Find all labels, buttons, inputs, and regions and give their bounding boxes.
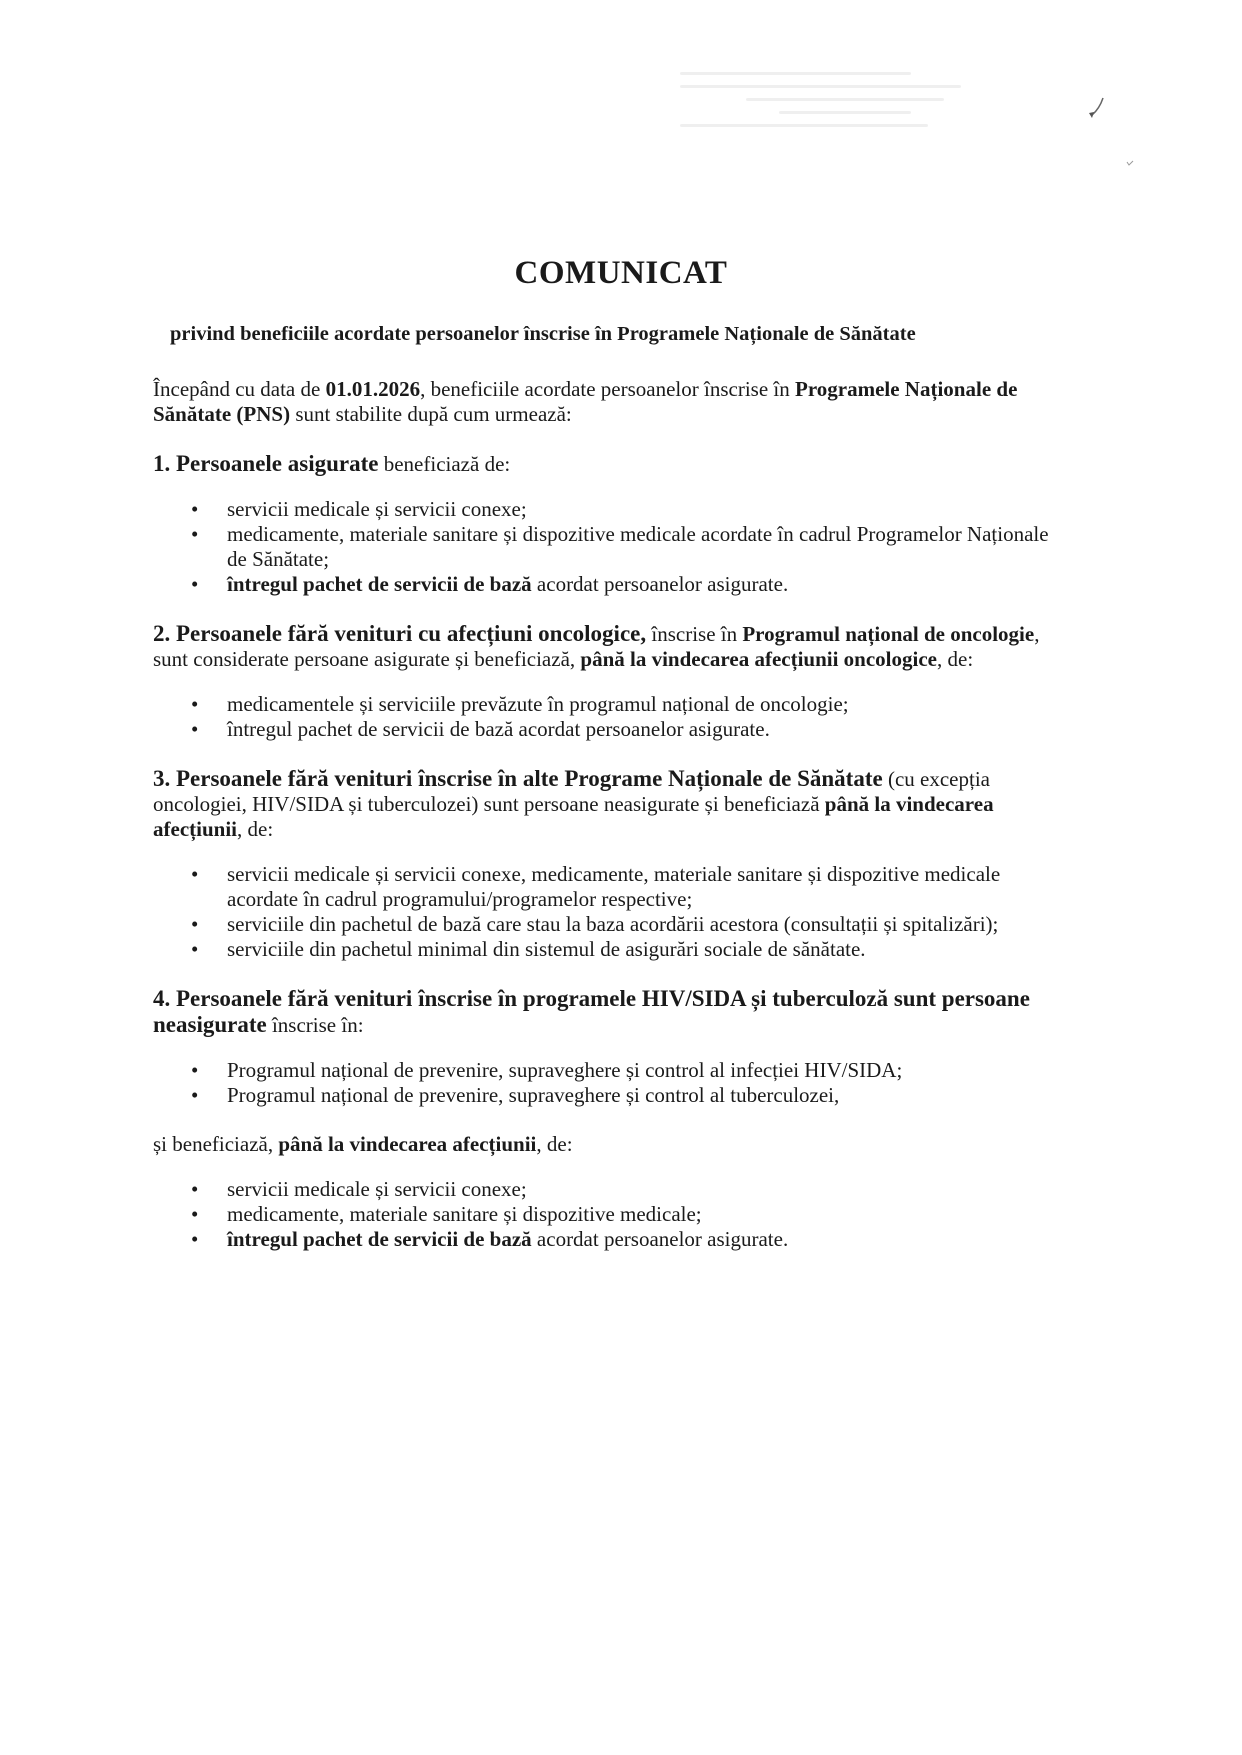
list-item [153, 862, 1058, 912]
section-3-heading [153, 766, 1058, 842]
list-item-bold: întregul pachet de servicii de bază [227, 1227, 532, 1251]
section-2-title: 2. Persoanele fără venituri cu afecțiuni oncologice, [153, 621, 647, 646]
list-item-text: serviciile din pachetul minimal din sistemul de asigurări sociale de sănătate. [227, 937, 866, 961]
section-1-title: 1. Persoanele asigurate [153, 451, 379, 476]
section-2-condition: până la vindecarea afecțiunii oncologice [580, 647, 937, 671]
list-item [153, 572, 1058, 597]
section-2-text: înscrise în [646, 622, 743, 646]
section-4-benefits-list [153, 1177, 1058, 1252]
list-item-text: servicii medicale și servicii conexe, medicamente, materiale sanitare și dispozitive medicale acordate în cadrul programului/programelor respective; [227, 862, 1001, 911]
list-item-text: servicii medicale și servicii conexe; [227, 497, 527, 521]
section-2-list [153, 692, 1058, 742]
document-title: COMUNICAT [514, 255, 728, 291]
list-item-bold: întregul pachet de servicii de bază [227, 572, 532, 596]
section-2-text: , de: [937, 647, 974, 671]
list-item-text: acordat persoanelor asigurate. [531, 1227, 789, 1251]
section-3-list [153, 862, 1058, 962]
bleed-through-stamp [680, 62, 1010, 172]
list-item-text: serviciile din pachetul de bază care stau la baza acordării acestora (consultații și spitalizări); [227, 912, 999, 936]
intro-text: Începând cu data de [153, 377, 326, 401]
section-4-text: și beneficiază, [153, 1132, 279, 1156]
section-3-text: , de: [237, 817, 274, 841]
list-item-text: medicamente, materiale sanitare și dispozitive medicale; [227, 1202, 702, 1226]
section-4-text: înscrise în: [266, 1013, 364, 1037]
list-item-text: medicamente, materiale sanitare și dispozitive medicale acordate în cadrul Programelor Naționale de Sănătate; [227, 522, 1049, 571]
programs-name: Programele Naționale de Sănătate (PNS) [153, 377, 1018, 426]
section-4-title: 4. Persoanele fără venituri înscrise în programele HIV/SIDA și tuberculoză sunt persoane neasigurate [153, 986, 1030, 1037]
section-3-condition: până la vindecarea afecțiunii [153, 792, 994, 841]
section-4-heading [153, 986, 1058, 1038]
intro-paragraph [153, 377, 1058, 427]
section-2-heading [153, 621, 1058, 672]
list-item [153, 912, 1058, 937]
section-4-condition: până la vindecarea afecțiunii [278, 1132, 537, 1156]
section-2-text: , sunt considerate persoane asigurate și beneficiază, [153, 622, 1040, 671]
list-item-text: servicii medicale și servicii conexe; [227, 1177, 527, 1201]
section-3-title: 3. Persoanele fără venituri înscrise în alte Programe Naționale de Sănătate [153, 766, 883, 791]
effective-date: 01.01.2026 [325, 377, 421, 401]
tick-mark-icon [1126, 160, 1134, 166]
document-body [153, 377, 1058, 1276]
document-subtitle: privind beneficiile acordate persoanelor înscrise în Programele Naționale de Sănătate [170, 323, 916, 345]
list-item [153, 717, 1058, 742]
intro-text: sunt stabilite după cum urmează: [290, 402, 572, 426]
list-item-text: acordat persoanelor asigurate. [531, 572, 789, 596]
list-item [153, 1083, 1058, 1108]
section-1-list [153, 497, 1058, 597]
list-item-text: medicamentele și serviciile prevăzute în programul național de oncologie; [227, 692, 849, 716]
list-item [153, 1177, 1058, 1202]
list-item [153, 692, 1058, 717]
list-item [153, 1058, 1058, 1083]
list-item [153, 1202, 1058, 1227]
list-item [153, 497, 1058, 522]
section-4-programs-list [153, 1058, 1058, 1108]
list-item [153, 937, 1058, 962]
section-4-benefits-intro [153, 1132, 1058, 1157]
pen-mark-icon [1086, 96, 1106, 120]
section-1-heading [153, 451, 1058, 477]
section-3-text: (cu excepția oncologiei, HIV/SIDA și tuberculozei) sunt persoane neasigurate și beneficiază [153, 767, 990, 816]
section-2-program: Programul național de oncologie [742, 622, 1035, 646]
list-item [153, 522, 1058, 572]
section-1-text: beneficiază de: [378, 452, 511, 476]
list-item-text: Programul național de prevenire, supraveghere și control al infecției HIV/SIDA; [227, 1058, 903, 1082]
list-item [153, 1227, 1058, 1252]
intro-text: , beneficiile acordate persoanelor înscrise în [420, 377, 795, 401]
list-item-text: Programul național de prevenire, supraveghere și control al tuberculozei, [227, 1083, 840, 1107]
list-item-text: întregul pachet de servicii de bază acordat persoanelor asigurate. [227, 717, 770, 741]
section-4-text: , de: [536, 1132, 573, 1156]
